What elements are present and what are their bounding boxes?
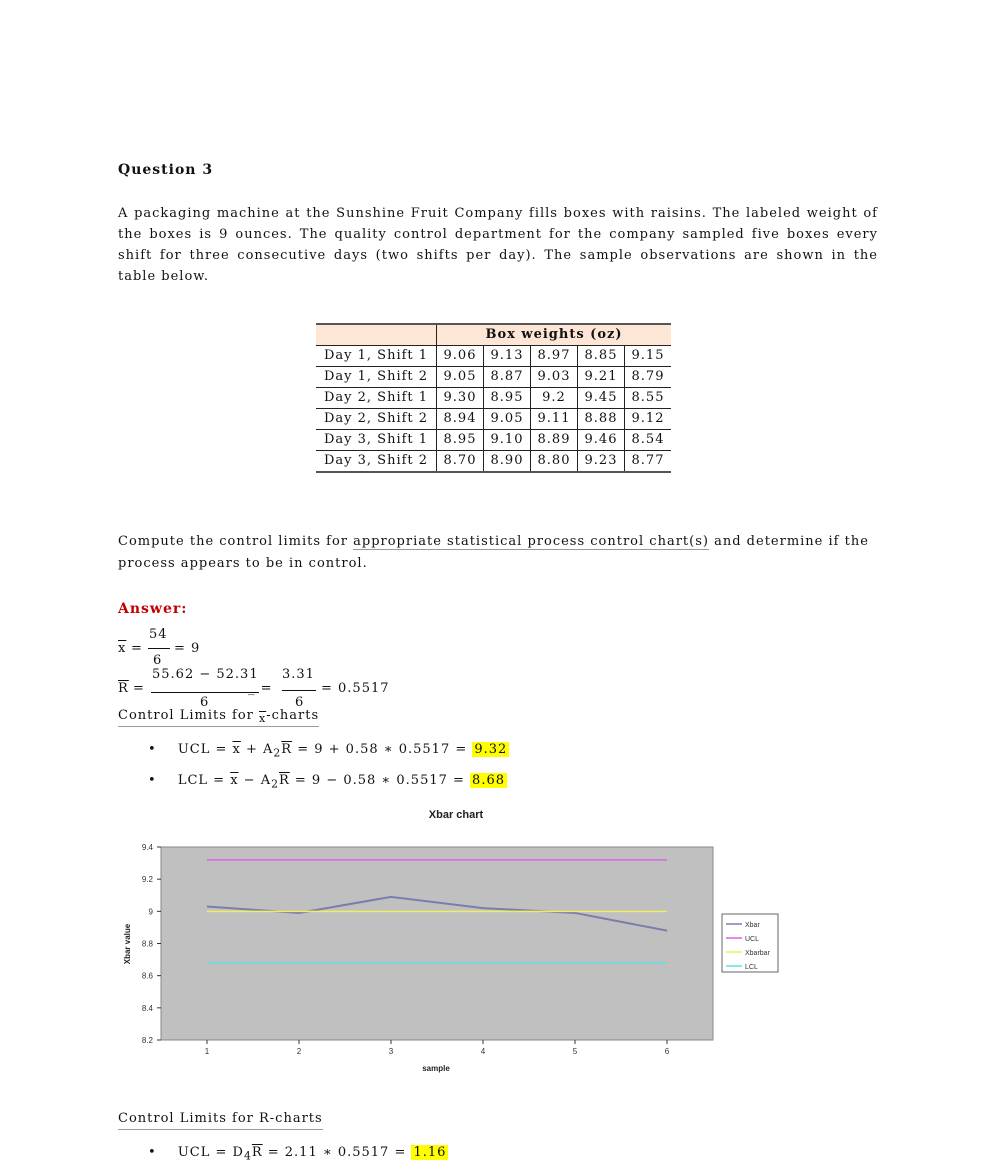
ucl-x-value: 9.32 bbox=[474, 742, 508, 757]
x-tick-label: 2 bbox=[296, 1047, 302, 1056]
table-cell: 8.89 bbox=[531, 430, 578, 451]
table-cell: 9.15 bbox=[625, 346, 672, 367]
legend-label: UCL bbox=[745, 936, 760, 943]
chart-y-label: Xbar value bbox=[123, 923, 132, 965]
table-cell: 8.80 bbox=[531, 451, 578, 473]
table-row bbox=[316, 430, 671, 451]
x-tick-label: 1 bbox=[204, 1047, 210, 1056]
y-tick-label: 8.6 bbox=[141, 971, 153, 981]
table-cell: 9.06 bbox=[437, 346, 484, 367]
y-tick-label: 9 bbox=[148, 907, 153, 917]
table-cell: 9.11 bbox=[531, 409, 578, 430]
bullet-dot: • bbox=[148, 773, 157, 788]
table-cell: 8.70 bbox=[437, 451, 484, 473]
lcl-x-label: LCL = bbox=[177, 773, 231, 788]
ucl-x-mid: + A bbox=[240, 742, 274, 757]
bullet-ucl-x bbox=[148, 742, 509, 760]
row-label: Day 2, Shift 2 bbox=[316, 409, 437, 430]
lcl-x-expr: = 9 − 0.58 ∗ 0.5517 = bbox=[289, 773, 471, 788]
question-paragraph: A packaging machine at the Sunshine Fruit Company fills boxes with raisins. The labeled weight of the boxes is 9 ounces. The quality control department for the company sampled five boxes every shift for three consecutive days (two shifts per day). The sample observations are shown in the table below. bbox=[118, 206, 878, 284]
xbar-denominator: 6 bbox=[153, 653, 163, 668]
ucl-x-expr: = 9 + 0.58 ∗ 0.5517 = bbox=[292, 742, 473, 757]
table-cell: 8.79 bbox=[625, 367, 672, 388]
table-cell: 9.03 bbox=[531, 367, 578, 388]
table-cell: 8.87 bbox=[484, 367, 531, 388]
ucl-r-rbar: $\overline{R}$ bbox=[251, 1145, 263, 1160]
table-cell: 9.2 bbox=[531, 388, 578, 409]
table-row bbox=[316, 451, 671, 473]
row-label: Day 3, Shift 1 bbox=[316, 430, 437, 451]
table-cell: 8.85 bbox=[578, 346, 625, 367]
table-cell: 8.95 bbox=[437, 430, 484, 451]
task-underlined: appropriate statistical process control chart(s) bbox=[353, 534, 709, 549]
x-tick-label: 4 bbox=[480, 1047, 486, 1056]
table-cell: 9.46 bbox=[578, 430, 625, 451]
table-cell: 9.23 bbox=[578, 451, 625, 473]
row-label: Day 1, Shift 2 bbox=[316, 367, 437, 388]
rbar-denominator-2: 6 bbox=[295, 695, 305, 710]
table-cell: 9.30 bbox=[437, 388, 484, 409]
table-cell: 8.77 bbox=[625, 451, 672, 473]
rbar-fraction-line-2 bbox=[282, 690, 316, 691]
table-cell: 8.95 bbox=[484, 388, 531, 409]
bullet-ucl-r bbox=[148, 1145, 448, 1163]
table-row bbox=[316, 346, 671, 367]
box-weights-table bbox=[316, 323, 671, 473]
chart-x-label: sample bbox=[422, 1064, 450, 1073]
rbar-eq: = bbox=[133, 681, 145, 696]
ucl-x-rbar: $\overline{R}$ bbox=[281, 742, 293, 757]
x-tick-label: 6 bbox=[664, 1047, 670, 1056]
rbar-numerator-2: 3.31 bbox=[282, 667, 315, 682]
lcl-x-rbar: $\overline{R}$ bbox=[278, 773, 290, 788]
bullet-dot: • bbox=[148, 742, 157, 757]
rbar-numerator: 55.62 − 52.31 bbox=[152, 667, 259, 682]
xchart-heading bbox=[118, 708, 319, 727]
table-cell: 9.05 bbox=[484, 409, 531, 430]
table-cell: 8.94 bbox=[437, 409, 484, 430]
xbar-eq: = bbox=[131, 641, 143, 656]
rbar-symbol: $\overline{R}$ bbox=[118, 681, 129, 696]
y-tick-label: 8.4 bbox=[141, 1003, 153, 1013]
ucl-r-expr: = 2.11 ∗ 0.5517 = bbox=[262, 1145, 412, 1160]
table-cell: 9.12 bbox=[625, 409, 672, 430]
xchart-heading-post: -charts bbox=[266, 708, 320, 723]
answer-label: Answer: bbox=[118, 601, 188, 617]
ucl-r-label: UCL = D bbox=[177, 1145, 244, 1160]
rchart-heading: Control Limits for R-charts bbox=[118, 1111, 323, 1130]
ucl-x-sub: 2 bbox=[273, 746, 282, 760]
legend-label: Xbarbar bbox=[745, 950, 770, 957]
y-tick-label: 9.2 bbox=[141, 875, 153, 885]
table-row bbox=[316, 409, 671, 430]
xbar-symbol: $\overline{x}$ bbox=[118, 641, 127, 656]
bullet-dot: • bbox=[148, 1145, 157, 1160]
lcl-x-value: 8.68 bbox=[472, 773, 505, 788]
y-tick-label: 8.2 bbox=[141, 1036, 153, 1045]
xbar-numerator: 54 bbox=[149, 627, 168, 642]
table-corner bbox=[316, 324, 437, 346]
legend-label: LCL bbox=[745, 964, 758, 971]
xbar-result: = 9 bbox=[174, 641, 201, 656]
row-label: Day 3, Shift 2 bbox=[316, 451, 437, 473]
xchart-heading-pre: Control Limits for bbox=[118, 708, 259, 723]
task-after: and determine if the process appears to be in control. bbox=[118, 534, 869, 571]
ucl-x-label: UCL = bbox=[177, 742, 233, 757]
ucl-r-sub: 4 bbox=[243, 1149, 252, 1163]
table-cell: 9.21 bbox=[578, 367, 625, 388]
row-label: Day 1, Shift 1 bbox=[316, 346, 437, 367]
table-row bbox=[316, 388, 671, 409]
table-cell: 8.55 bbox=[625, 388, 672, 409]
rbar-result: = 0.5517 bbox=[321, 681, 390, 696]
y-tick-label: 8.8 bbox=[141, 939, 153, 949]
table-cell: 9.13 bbox=[484, 346, 531, 367]
rbar-fraction-line bbox=[151, 692, 259, 693]
rbar-denominator: 6 bbox=[200, 695, 210, 710]
xchart-heading-sym: x bbox=[259, 712, 267, 725]
bullet-lcl-x bbox=[148, 773, 507, 791]
lcl-x-mid: − A bbox=[238, 773, 272, 788]
table-cell: 8.54 bbox=[625, 430, 672, 451]
row-label: Day 2, Shift 1 bbox=[316, 388, 437, 409]
x-tick-label: 3 bbox=[388, 1047, 394, 1056]
xbar-fraction-line bbox=[148, 648, 170, 649]
table-cell: 9.10 bbox=[484, 430, 531, 451]
task-text bbox=[118, 531, 878, 575]
table-cell: 8.90 bbox=[484, 451, 531, 473]
chart-title: Xbar chart bbox=[428, 809, 484, 821]
table-cell: 8.97 bbox=[531, 346, 578, 367]
ucl-r-value: 1.16 bbox=[413, 1145, 447, 1160]
y-tick-label: 9.4 bbox=[141, 843, 153, 852]
table-header: Box weights (oz) bbox=[437, 324, 672, 346]
x-tick-label: 5 bbox=[572, 1047, 578, 1056]
table-cell: 9.05 bbox=[437, 367, 484, 388]
table-cell: 8.88 bbox=[578, 409, 625, 430]
xbar-chart bbox=[116, 804, 784, 1074]
ucl-x-xbar: $\overline{x}$ bbox=[232, 742, 241, 757]
lcl-x-sub: 2 bbox=[271, 777, 279, 791]
legend-label: Xbar bbox=[745, 922, 760, 929]
table-header-row bbox=[316, 324, 671, 346]
lcl-x-xbar: $\overline{x}$ bbox=[230, 773, 239, 788]
table-row bbox=[316, 367, 671, 388]
plot-background bbox=[161, 847, 713, 1040]
rbar-mid-eq: _ = bbox=[248, 681, 273, 696]
table-cell: 9.45 bbox=[578, 388, 625, 409]
task-before: Compute the control limits for bbox=[118, 534, 354, 549]
question-title: Question 3 bbox=[118, 162, 214, 178]
